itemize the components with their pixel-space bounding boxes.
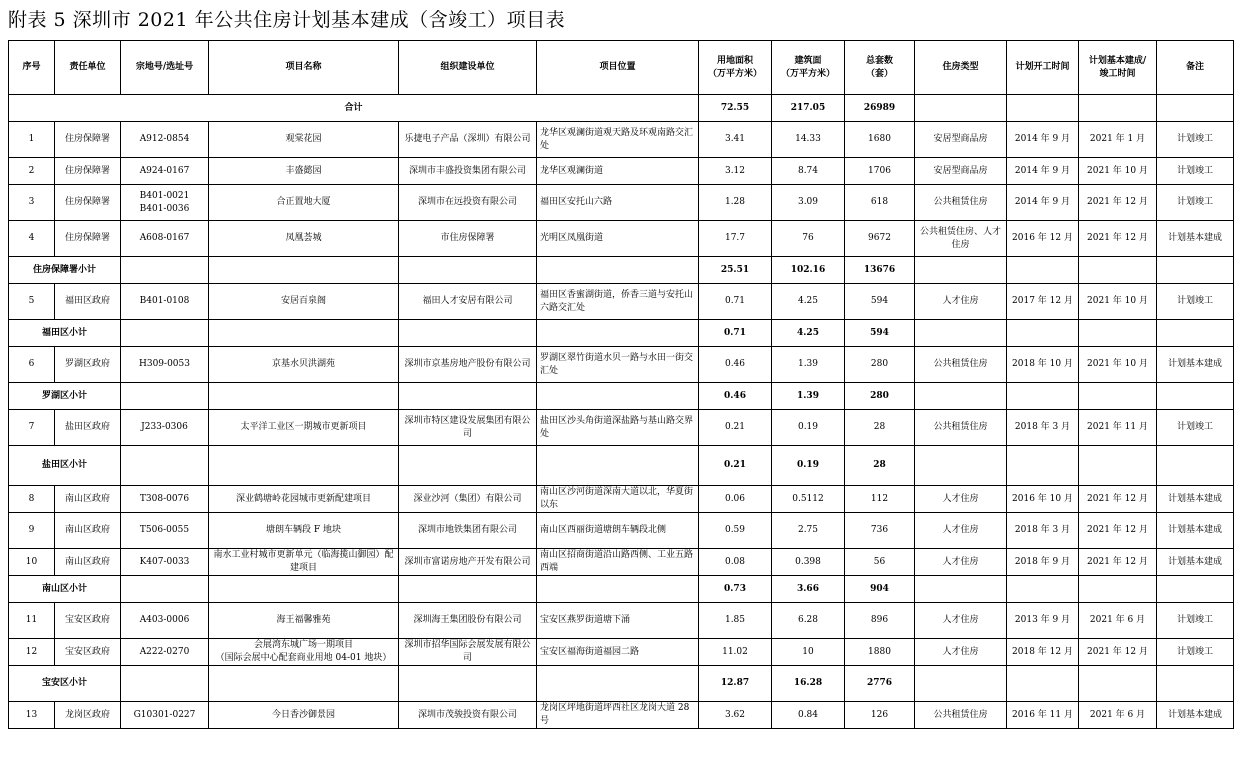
subtotal-floor: 3.66 [772, 576, 845, 603]
empty-cell [209, 383, 399, 410]
floor-cell: 0.5112 [772, 486, 845, 513]
name-cell: 安居百泉阁 [209, 284, 399, 320]
name-cell: 塘朗车辆段 F 地块 [209, 513, 399, 549]
floor-cell: 0.19 [772, 410, 845, 446]
note-cell: 计划基本建成 [1157, 486, 1234, 513]
note-cell: 计划竣工 [1157, 410, 1234, 446]
unit-cell: 住房保障署 [55, 122, 121, 158]
builder-cell: 福田人才安居有限公司 [399, 284, 537, 320]
table-row [9, 122, 1234, 158]
total-row [9, 95, 1234, 122]
subtotal-area: 0.71 [699, 320, 772, 347]
type-cell: 公共租赁住房 [915, 347, 1007, 383]
done-cell: 2021 年 12 月 [1079, 549, 1157, 576]
start-cell: 2014 年 9 月 [1007, 158, 1079, 185]
builder-cell: 深圳市茂骏投资有限公司 [399, 702, 537, 729]
done-cell: 2021 年 12 月 [1079, 185, 1157, 221]
name-cell: 会展湾东城广场一期项目 （国际会展中心配套商业用地 04-01 地块） [209, 639, 399, 666]
floor-cell: 76 [772, 221, 845, 257]
subtotal-floor: 4.25 [772, 320, 845, 347]
header-builder: 组织建设单位 [399, 41, 537, 95]
empty-cell [399, 446, 537, 486]
name-cell: 观棠花园 [209, 122, 399, 158]
header-area: 用地面积 （万平方米） [699, 41, 772, 95]
unit-cell: 南山区政府 [55, 486, 121, 513]
builder-cell: 深圳市丰盛投资集团有限公司 [399, 158, 537, 185]
type-cell: 公共租赁住房 [915, 702, 1007, 729]
subtotal-area: 0.46 [699, 383, 772, 410]
empty-cell [209, 446, 399, 486]
subtotal-area: 12.87 [699, 666, 772, 702]
sets-cell: 28 [845, 410, 915, 446]
empty-cell [1079, 320, 1157, 347]
subtotal-label: 宝安区小计 [9, 666, 121, 702]
header-note: 备注 [1157, 41, 1234, 95]
done-cell: 2021 年 10 月 [1079, 158, 1157, 185]
land-cell: T308-0076 [121, 486, 209, 513]
total-floor: 217.05 [772, 95, 845, 122]
table-row [9, 410, 1234, 446]
seq-cell: 6 [9, 347, 55, 383]
empty-cell [399, 666, 537, 702]
start-cell: 2016 年 10 月 [1007, 486, 1079, 513]
location-cell: 宝安区燕罗街道塘下涌 [537, 603, 699, 639]
location-cell: 盐田区沙头角街道深盐路与基山路交界处 [537, 410, 699, 446]
area-cell: 3.62 [699, 702, 772, 729]
empty-cell [1079, 666, 1157, 702]
empty-cell [121, 666, 209, 702]
seq-cell: 5 [9, 284, 55, 320]
sets-cell: 1880 [845, 639, 915, 666]
subtotal-area: 0.73 [699, 576, 772, 603]
type-cell: 人才住房 [915, 549, 1007, 576]
note-cell: 计划竣工 [1157, 639, 1234, 666]
empty-cell [537, 576, 699, 603]
unit-cell: 住房保障署 [55, 158, 121, 185]
type-cell: 人才住房 [915, 513, 1007, 549]
seq-cell: 13 [9, 702, 55, 729]
header-name: 项目名称 [209, 41, 399, 95]
unit-cell: 宝安区政府 [55, 603, 121, 639]
type-cell: 人才住房 [915, 486, 1007, 513]
area-cell: 1.28 [699, 185, 772, 221]
seq-cell: 1 [9, 122, 55, 158]
subtotal-sets: 280 [845, 383, 915, 410]
land-cell: G10301-0227 [121, 702, 209, 729]
location-cell: 光明区凤凰街道 [537, 221, 699, 257]
start-cell: 2013 年 9 月 [1007, 603, 1079, 639]
empty-cell [1157, 383, 1234, 410]
sets-cell: 126 [845, 702, 915, 729]
subtotal-sets: 2776 [845, 666, 915, 702]
location-cell: 南山区西丽街道塘朗车辆段北侧 [537, 513, 699, 549]
done-cell: 2021 年 12 月 [1079, 639, 1157, 666]
empty-cell [915, 95, 1007, 122]
start-cell: 2016 年 12 月 [1007, 221, 1079, 257]
subtotal-row [9, 446, 1234, 486]
empty-cell [915, 576, 1007, 603]
note-cell: 计划基本建成 [1157, 702, 1234, 729]
start-cell: 2018 年 3 月 [1007, 513, 1079, 549]
type-cell: 安居型商品房 [915, 158, 1007, 185]
floor-cell: 0.398 [772, 549, 845, 576]
empty-cell [1079, 257, 1157, 284]
empty-cell [1079, 576, 1157, 603]
sets-cell: 618 [845, 185, 915, 221]
start-cell: 2018 年 9 月 [1007, 549, 1079, 576]
subtotal-floor: 102.16 [772, 257, 845, 284]
header-seq: 序号 [9, 41, 55, 95]
name-cell: 合正置地大厦 [209, 185, 399, 221]
subtotal-row [9, 320, 1234, 347]
name-cell: 丰盛懿园 [209, 158, 399, 185]
done-cell: 2021 年 1 月 [1079, 122, 1157, 158]
land-cell: A403-0006 [121, 603, 209, 639]
builder-cell: 深圳市在远投资有限公司 [399, 185, 537, 221]
builder-cell: 乐捷电子产品（深圳）有限公司 [399, 122, 537, 158]
sets-cell: 736 [845, 513, 915, 549]
floor-cell: 10 [772, 639, 845, 666]
location-cell: 福田区香蜜湖街道，侨香三道与安托山六路交汇处 [537, 284, 699, 320]
subtotal-row [9, 383, 1234, 410]
builder-cell: 深圳海王集团股份有限公司 [399, 603, 537, 639]
empty-cell [915, 257, 1007, 284]
land-cell: J233-0306 [121, 410, 209, 446]
location-cell: 南山区沙河街道深南大道以北，华夏街以东 [537, 486, 699, 513]
floor-cell: 1.39 [772, 347, 845, 383]
area-cell: 0.46 [699, 347, 772, 383]
table-row [9, 603, 1234, 639]
location-cell: 罗湖区翠竹街道水贝一路与水田一街交汇处 [537, 347, 699, 383]
unit-cell: 住房保障署 [55, 185, 121, 221]
header-done: 计划基本建成/ 竣工时间 [1079, 41, 1157, 95]
land-cell: A222-0270 [121, 639, 209, 666]
empty-cell [537, 320, 699, 347]
subtotal-sets: 28 [845, 446, 915, 486]
subtotal-floor: 0.19 [772, 446, 845, 486]
subtotal-floor: 1.39 [772, 383, 845, 410]
name-cell: 凤凰荟城 [209, 221, 399, 257]
land-cell: H309-0053 [121, 347, 209, 383]
empty-cell [1157, 446, 1234, 486]
floor-cell: 2.75 [772, 513, 845, 549]
done-cell: 2021 年 12 月 [1079, 486, 1157, 513]
floor-cell: 0.84 [772, 702, 845, 729]
unit-cell: 福田区政府 [55, 284, 121, 320]
empty-cell [121, 576, 209, 603]
empty-cell [1007, 576, 1079, 603]
empty-cell [1007, 257, 1079, 284]
start-cell: 2018 年 12 月 [1007, 639, 1079, 666]
area-cell: 1.85 [699, 603, 772, 639]
empty-cell [1007, 666, 1079, 702]
sets-cell: 594 [845, 284, 915, 320]
unit-cell: 宝安区政府 [55, 639, 121, 666]
done-cell: 2021 年 12 月 [1079, 221, 1157, 257]
start-cell: 2018 年 10 月 [1007, 347, 1079, 383]
seq-cell: 10 [9, 549, 55, 576]
empty-cell [1079, 446, 1157, 486]
type-cell: 人才住房 [915, 603, 1007, 639]
empty-cell [915, 666, 1007, 702]
sets-cell: 9672 [845, 221, 915, 257]
empty-cell [209, 257, 399, 284]
table-row [9, 486, 1234, 513]
total-label: 合计 [9, 95, 699, 122]
land-cell: K407-0033 [121, 549, 209, 576]
header-sets: 总套数 （套） [845, 41, 915, 95]
seq-cell: 3 [9, 185, 55, 221]
empty-cell [121, 446, 209, 486]
floor-cell: 8.74 [772, 158, 845, 185]
name-cell: 南水工业村城市更新单元（临海揽山御园）配建项目 [209, 549, 399, 576]
unit-cell: 南山区政府 [55, 549, 121, 576]
builder-cell: 市住房保障署 [399, 221, 537, 257]
area-cell: 17.7 [699, 221, 772, 257]
subtotal-floor: 16.28 [772, 666, 845, 702]
land-cell: A912-0854 [121, 122, 209, 158]
done-cell: 2021 年 10 月 [1079, 284, 1157, 320]
table-row [9, 284, 1234, 320]
empty-cell [209, 320, 399, 347]
sets-cell: 1680 [845, 122, 915, 158]
note-cell: 计划竣工 [1157, 122, 1234, 158]
empty-cell [399, 576, 537, 603]
seq-cell: 9 [9, 513, 55, 549]
empty-cell [915, 383, 1007, 410]
empty-cell [399, 383, 537, 410]
header-start: 计划开工时间 [1007, 41, 1079, 95]
builder-cell: 深圳市招华国际会展发展有限公司 [399, 639, 537, 666]
location-cell: 宝安区福海街道福园二路 [537, 639, 699, 666]
empty-cell [537, 446, 699, 486]
area-cell: 3.12 [699, 158, 772, 185]
subtotal-row [9, 666, 1234, 702]
land-cell: A924-0167 [121, 158, 209, 185]
seq-cell: 4 [9, 221, 55, 257]
empty-cell [1157, 576, 1234, 603]
start-cell: 2014 年 9 月 [1007, 185, 1079, 221]
land-cell: B401-0021 B401-0036 [121, 185, 209, 221]
area-cell: 0.08 [699, 549, 772, 576]
total-sets: 26989 [845, 95, 915, 122]
type-cell: 人才住房 [915, 284, 1007, 320]
sets-cell: 56 [845, 549, 915, 576]
note-cell: 计划基本建成 [1157, 221, 1234, 257]
empty-cell [209, 576, 399, 603]
page-title: 附表 5 深圳市 2021 年公共住房计划基本建成（含竣工）项目表 [8, 9, 566, 31]
area-cell: 3.41 [699, 122, 772, 158]
subtotal-label: 罗湖区小计 [9, 383, 121, 410]
subtotal-label: 住房保障署小计 [9, 257, 121, 284]
empty-cell [121, 257, 209, 284]
builder-cell: 深业沙河（集团）有限公司 [399, 486, 537, 513]
note-cell: 计划竣工 [1157, 284, 1234, 320]
type-cell: 安居型商品房 [915, 122, 1007, 158]
area-cell: 0.71 [699, 284, 772, 320]
start-cell: 2016 年 11 月 [1007, 702, 1079, 729]
empty-cell [537, 666, 699, 702]
unit-cell: 住房保障署 [55, 221, 121, 257]
done-cell: 2021 年 6 月 [1079, 702, 1157, 729]
type-cell: 公共租赁住房 [915, 410, 1007, 446]
note-cell: 计划竣工 [1157, 158, 1234, 185]
sets-cell: 112 [845, 486, 915, 513]
land-cell: A608-0167 [121, 221, 209, 257]
table-row [9, 221, 1234, 257]
area-cell: 0.21 [699, 410, 772, 446]
note-cell: 计划竣工 [1157, 603, 1234, 639]
seq-cell: 2 [9, 158, 55, 185]
project-table [8, 40, 1234, 729]
type-cell: 人才住房 [915, 639, 1007, 666]
name-cell: 京基水贝洪湖苑 [209, 347, 399, 383]
empty-cell [1157, 95, 1234, 122]
start-cell: 2014 年 9 月 [1007, 122, 1079, 158]
subtotal-sets: 594 [845, 320, 915, 347]
seq-cell: 11 [9, 603, 55, 639]
name-cell: 今日香沙御景园 [209, 702, 399, 729]
table-row [9, 702, 1234, 729]
type-cell: 公共租赁住房 [915, 185, 1007, 221]
start-cell: 2017 年 12 月 [1007, 284, 1079, 320]
start-cell: 2018 年 3 月 [1007, 410, 1079, 446]
unit-cell: 罗湖区政府 [55, 347, 121, 383]
subtotal-sets: 904 [845, 576, 915, 603]
area-cell: 11.02 [699, 639, 772, 666]
area-cell: 0.59 [699, 513, 772, 549]
subtotal-label: 南山区小计 [9, 576, 121, 603]
empty-cell [537, 257, 699, 284]
builder-cell: 深圳市特区建设发展集团有限公司 [399, 410, 537, 446]
location-cell: 龙岗区坪地街道坪西社区龙岗大道 28 号 [537, 702, 699, 729]
location-cell: 福田区安托山六路 [537, 185, 699, 221]
empty-cell [209, 666, 399, 702]
subtotal-label: 福田区小计 [9, 320, 121, 347]
unit-cell: 南山区政府 [55, 513, 121, 549]
floor-cell: 4.25 [772, 284, 845, 320]
done-cell: 2021 年 6 月 [1079, 603, 1157, 639]
header-floor: 建筑面 （万平方米） [772, 41, 845, 95]
seq-cell: 8 [9, 486, 55, 513]
table-row [9, 549, 1234, 576]
unit-cell: 盐田区政府 [55, 410, 121, 446]
empty-cell [121, 383, 209, 410]
empty-cell [1007, 95, 1079, 122]
empty-cell [537, 383, 699, 410]
table-row [9, 347, 1234, 383]
subtotal-label: 盐田区小计 [9, 446, 121, 486]
header-type: 住房类型 [915, 41, 1007, 95]
table-row [9, 158, 1234, 185]
header-location: 项目位置 [537, 41, 699, 95]
table-row [9, 513, 1234, 549]
unit-cell: 龙岗区政府 [55, 702, 121, 729]
subtotal-sets: 13676 [845, 257, 915, 284]
subtotal-row [9, 257, 1234, 284]
empty-cell [1007, 320, 1079, 347]
note-cell: 计划竣工 [1157, 185, 1234, 221]
builder-cell: 深圳市地铁集团有限公司 [399, 513, 537, 549]
subtotal-area: 25.51 [699, 257, 772, 284]
seq-cell: 7 [9, 410, 55, 446]
table-row [9, 639, 1234, 666]
subtotal-row [9, 576, 1234, 603]
name-cell: 海王福馨雅苑 [209, 603, 399, 639]
table-row [9, 185, 1234, 221]
empty-cell [1157, 666, 1234, 702]
land-cell: T506-0055 [121, 513, 209, 549]
name-cell: 太平洋工业区一期城市更新项目 [209, 410, 399, 446]
empty-cell [1079, 95, 1157, 122]
done-cell: 2021 年 11 月 [1079, 410, 1157, 446]
header-row [9, 41, 1234, 95]
empty-cell [121, 320, 209, 347]
empty-cell [1157, 257, 1234, 284]
name-cell: 深业鹤塘岭花园城市更新配建项目 [209, 486, 399, 513]
sets-cell: 280 [845, 347, 915, 383]
builder-cell: 深圳市富诺房地产开发有限公司 [399, 549, 537, 576]
empty-cell [1157, 320, 1234, 347]
empty-cell [915, 446, 1007, 486]
land-cell: B401-0108 [121, 284, 209, 320]
builder-cell: 深圳市京基房地产股份有限公司 [399, 347, 537, 383]
type-cell: 公共租赁住房、人才住房 [915, 221, 1007, 257]
sets-cell: 1706 [845, 158, 915, 185]
floor-cell: 14.33 [772, 122, 845, 158]
location-cell: 南山区招商街道沿山路西侧、工业五路西端 [537, 549, 699, 576]
subtotal-area: 0.21 [699, 446, 772, 486]
note-cell: 计划基本建成 [1157, 513, 1234, 549]
empty-cell [399, 320, 537, 347]
header-unit: 责任单位 [55, 41, 121, 95]
seq-cell: 12 [9, 639, 55, 666]
total-area: 72.55 [699, 95, 772, 122]
empty-cell [1079, 383, 1157, 410]
note-cell: 计划基本建成 [1157, 347, 1234, 383]
area-cell: 0.06 [699, 486, 772, 513]
sets-cell: 896 [845, 603, 915, 639]
floor-cell: 3.09 [772, 185, 845, 221]
empty-cell [1007, 383, 1079, 410]
location-cell: 龙华区观澜街道 [537, 158, 699, 185]
done-cell: 2021 年 12 月 [1079, 513, 1157, 549]
empty-cell [1007, 446, 1079, 486]
header-land: 宗地号/选址号 [121, 41, 209, 95]
note-cell: 计划基本建成 [1157, 549, 1234, 576]
floor-cell: 6.28 [772, 603, 845, 639]
empty-cell [399, 257, 537, 284]
location-cell: 龙华区观澜街道观天路及环观南路交汇处 [537, 122, 699, 158]
done-cell: 2021 年 10 月 [1079, 347, 1157, 383]
empty-cell [915, 320, 1007, 347]
